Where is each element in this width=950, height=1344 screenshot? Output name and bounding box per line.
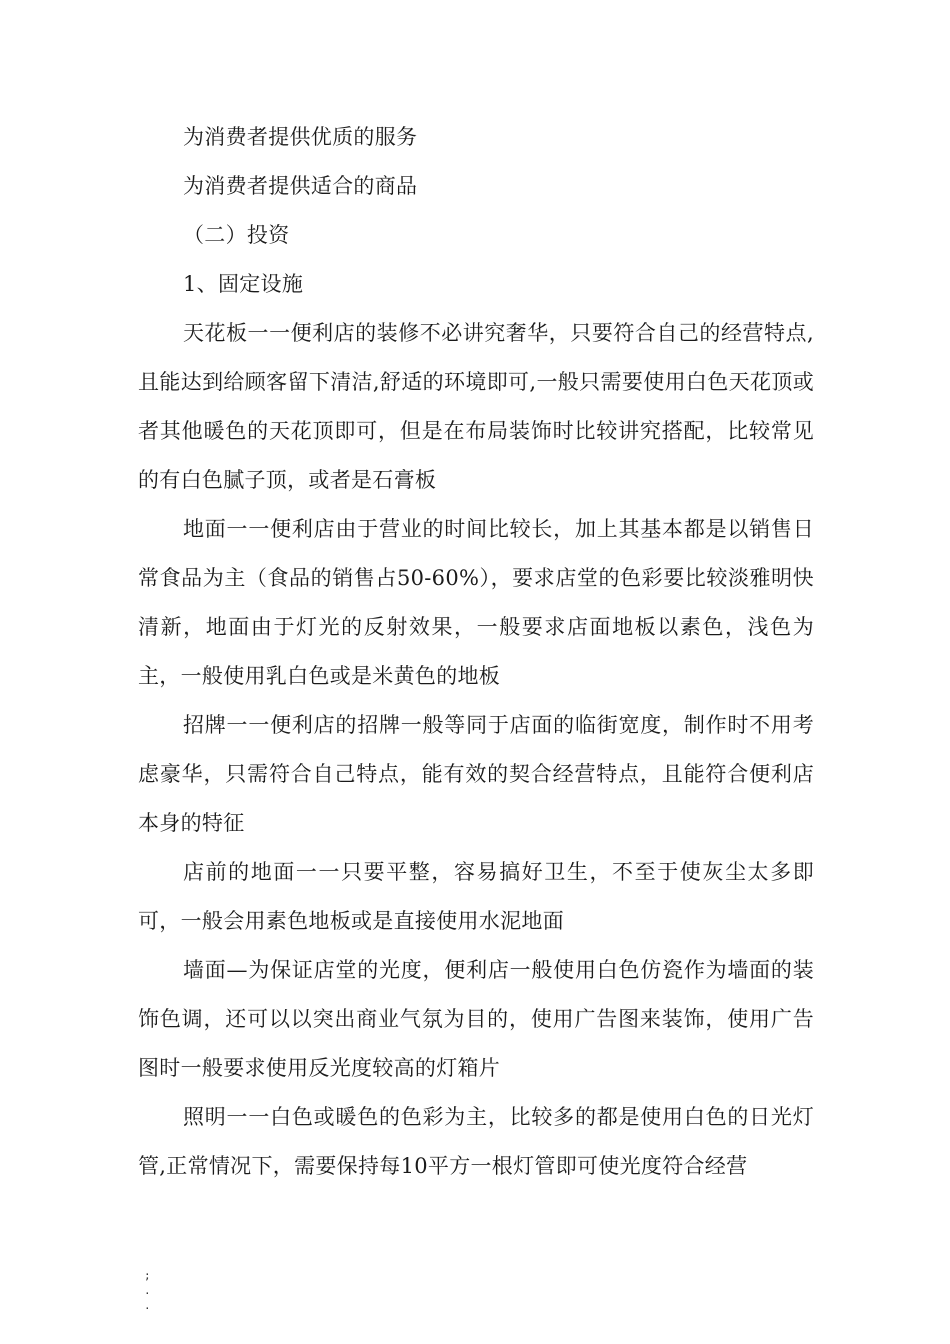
section-heading-investment: （二）投资: [183, 223, 290, 247]
footer-mark: ;: [144, 1269, 151, 1282]
paragraph-floor: 地面一一便利店由于营业的时间比较长，加上其基本都是以销售日常食品为主（食品的销售占50-60%），要求店堂的色彩要比较淡雅明快清新，地面由于灯光的反射效果，一般要求店面地板以素色，浅色为主，一般使用乳白色或是米黄色的地板: [138, 517, 814, 688]
paragraph-service: 为消费者提供优质的服务: [183, 125, 418, 149]
paragraph-lighting: 照明一一白色或暖色的色彩为主，比较多的都是使用白色的日光灯管,正常情况下，需要保持每10平方一根灯管即可使光度符合经营: [138, 1105, 814, 1178]
paragraph-signboard: 招牌一一便利店的招牌一般等同于店面的临街宽度，制作时不用考虑豪华，只需符合自己特点，能有效的契合经营特点，且能符合便利店本身的特征: [138, 713, 814, 835]
subsection-heading-fixed-facilities: 1、固定设施: [183, 272, 304, 296]
footer-mark: .: [144, 1299, 151, 1312]
paragraph-goods: 为消费者提供适合的商品: [183, 174, 418, 198]
footer-marks: [144, 1268, 156, 1313]
paragraph-walls: 墙面—为保证店堂的光度，便利店一般使用白色仿瓷作为墙面的装饰色调，还可以以突出商业气氛为目的，使用广告图来装饰，使用广告图时一般要求使用反光度较高的灯箱片: [138, 958, 814, 1080]
paragraph-storefront-ground: 店前的地面一一只要平整，容易搞好卫生，不至于使灰尘太多即可，一般会用素色地板或是直接使用水泥地面: [138, 860, 814, 933]
footer-mark: .: [144, 1284, 151, 1297]
paragraph-ceiling: 天花板一一便利店的装修不必讲究奢华，只要符合自己的经营特点,且能达到给顾客留下清洁,舒适的环境即可,一般只需要使用白色天花顶或者其他暖色的天花顶即可，但是在布局装饰时比较讲究搭配，比较常见的有白色腻子顶，或者是石膏板: [138, 321, 814, 492]
document-body: [138, 113, 814, 1191]
